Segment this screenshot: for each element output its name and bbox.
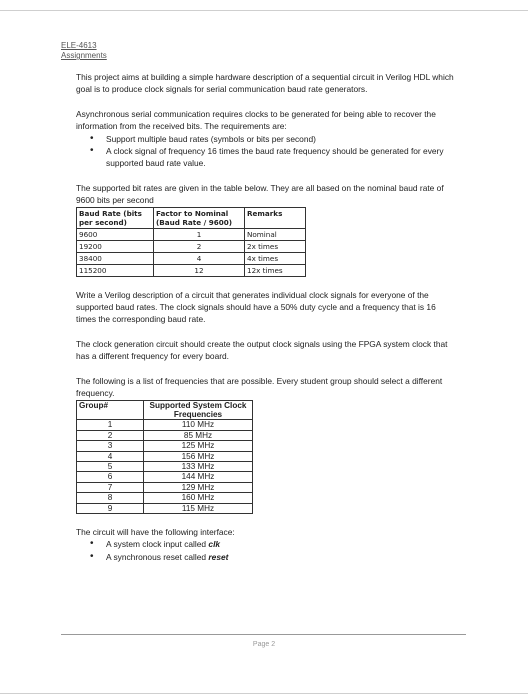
table-cell: 144 MHz [144, 472, 253, 482]
table-row [77, 441, 253, 451]
table-cell: 129 MHz [144, 482, 253, 492]
intro-paragraph: This project aims at building a simple hardware description of a sequential circuit in Verilog HDL which goal is to produce clock signals for serial communication baud rate generators. [76, 72, 454, 95]
table-row [77, 461, 253, 471]
table-row [77, 472, 253, 482]
table-cell: 8 [77, 493, 144, 503]
table-row [77, 482, 253, 492]
table-cell: 1 [77, 420, 144, 430]
table-cell: 19200 [77, 240, 154, 252]
page-number: Page 2 [252, 641, 276, 648]
table-cell: 115 MHz [144, 503, 253, 513]
interface-list [76, 538, 454, 563]
table-cell: 115200 [77, 264, 154, 276]
table-cell: 160 MHz [144, 493, 253, 503]
requirements-list [76, 133, 454, 170]
table-cell: 9600 [77, 228, 154, 240]
table-cell: 9 [77, 503, 144, 513]
table-cell: Nominal [245, 228, 306, 240]
requirement-item: • A clock signal of frequency 16 times the baud rate frequency should be generated for every supported baud rate value. [106, 145, 454, 170]
table-cell: 133 MHz [144, 461, 253, 471]
table-row [77, 264, 306, 276]
course-code: ELE-4613 [61, 41, 97, 50]
interface-paragraph: The circuit will have the following interface: [76, 526, 235, 537]
frequency-intro-paragraph: The following is a list of frequencies that are possible. Every student group should select a different frequency. [76, 375, 443, 399]
clockgen-paragraph: The clock generation circuit should create the output clock signals using the FPGA system clock that has a different frequency for every board. [76, 338, 448, 362]
table-row [77, 503, 253, 513]
table-row [77, 430, 253, 440]
interface-item-text: A system clock input called [106, 539, 209, 550]
interface-item-text: A synchronous reset called [106, 551, 209, 562]
table-cell: 4 [154, 252, 245, 264]
table-row [77, 252, 306, 264]
page-bottom-edge [0, 693, 528, 694]
footer-divider [61, 634, 466, 635]
table-cell: 38400 [77, 252, 154, 264]
table-header-cell: Supported System Clock Frequencies [144, 400, 253, 420]
table-cell: 110 MHz [144, 420, 253, 430]
table-header-cell: Remarks [245, 207, 306, 228]
table-cell: 2x times [245, 240, 306, 252]
table-header-cell: Baud Rate (bits per second) [77, 207, 154, 228]
table-cell: 125 MHz [144, 441, 253, 451]
table-cell: 2 [77, 430, 144, 440]
table-header-row [77, 400, 253, 420]
table-cell: 5 [77, 461, 144, 471]
table-cell: 85 MHz [144, 430, 253, 440]
table-cell: 1 [154, 228, 245, 240]
interface-item [106, 551, 454, 563]
table-row [77, 240, 306, 252]
page-top-edge [0, 10, 528, 11]
table-cell: 2 [154, 240, 245, 252]
table-header-cell: Group# [77, 400, 144, 420]
table-header-cell: Factor to Nominal (Baud Rate / 9600) [154, 207, 245, 228]
table-cell: 7 [77, 482, 144, 492]
frequency-table [76, 400, 253, 514]
baud-intro-paragraph: The supported bit rates are given in the table below. They are all based on the nominal baud rate of 9600 bits per second [76, 182, 444, 206]
signal-name: reset [208, 551, 229, 562]
table-cell: 156 MHz [144, 451, 253, 461]
section-name: Assignments [61, 51, 107, 60]
baud-rate-table [76, 207, 306, 277]
table-cell: 6 [77, 472, 144, 482]
table-cell: 12 [154, 264, 245, 276]
table-cell: 4x times [245, 252, 306, 264]
page-content [76, 71, 454, 575]
table-row [77, 420, 253, 430]
document-header [61, 41, 107, 61]
table-cell: 4 [77, 451, 144, 461]
table-row [77, 493, 253, 503]
task-paragraph: Write a Verilog description of a circuit that generates individual clock signals for everyone of the supported baud rates. The clock signals should have a 50% duty cycle and a frequency that is 16 times the corresponding baud rate. [76, 289, 436, 325]
table-header-row [77, 207, 306, 228]
table-row [77, 228, 306, 240]
table-row [77, 451, 253, 461]
requirements-paragraph: Asynchronous serial communication requires clocks to be generated for being able to recover the information from the received bits. The requirements are: [76, 108, 436, 132]
table-cell: 3 [77, 441, 144, 451]
signal-name: clk [208, 539, 221, 550]
table-cell: 12x times [245, 264, 306, 276]
requirement-item: • Support multiple baud rates (symbols or bits per second) [106, 133, 454, 145]
interface-item [106, 538, 454, 550]
